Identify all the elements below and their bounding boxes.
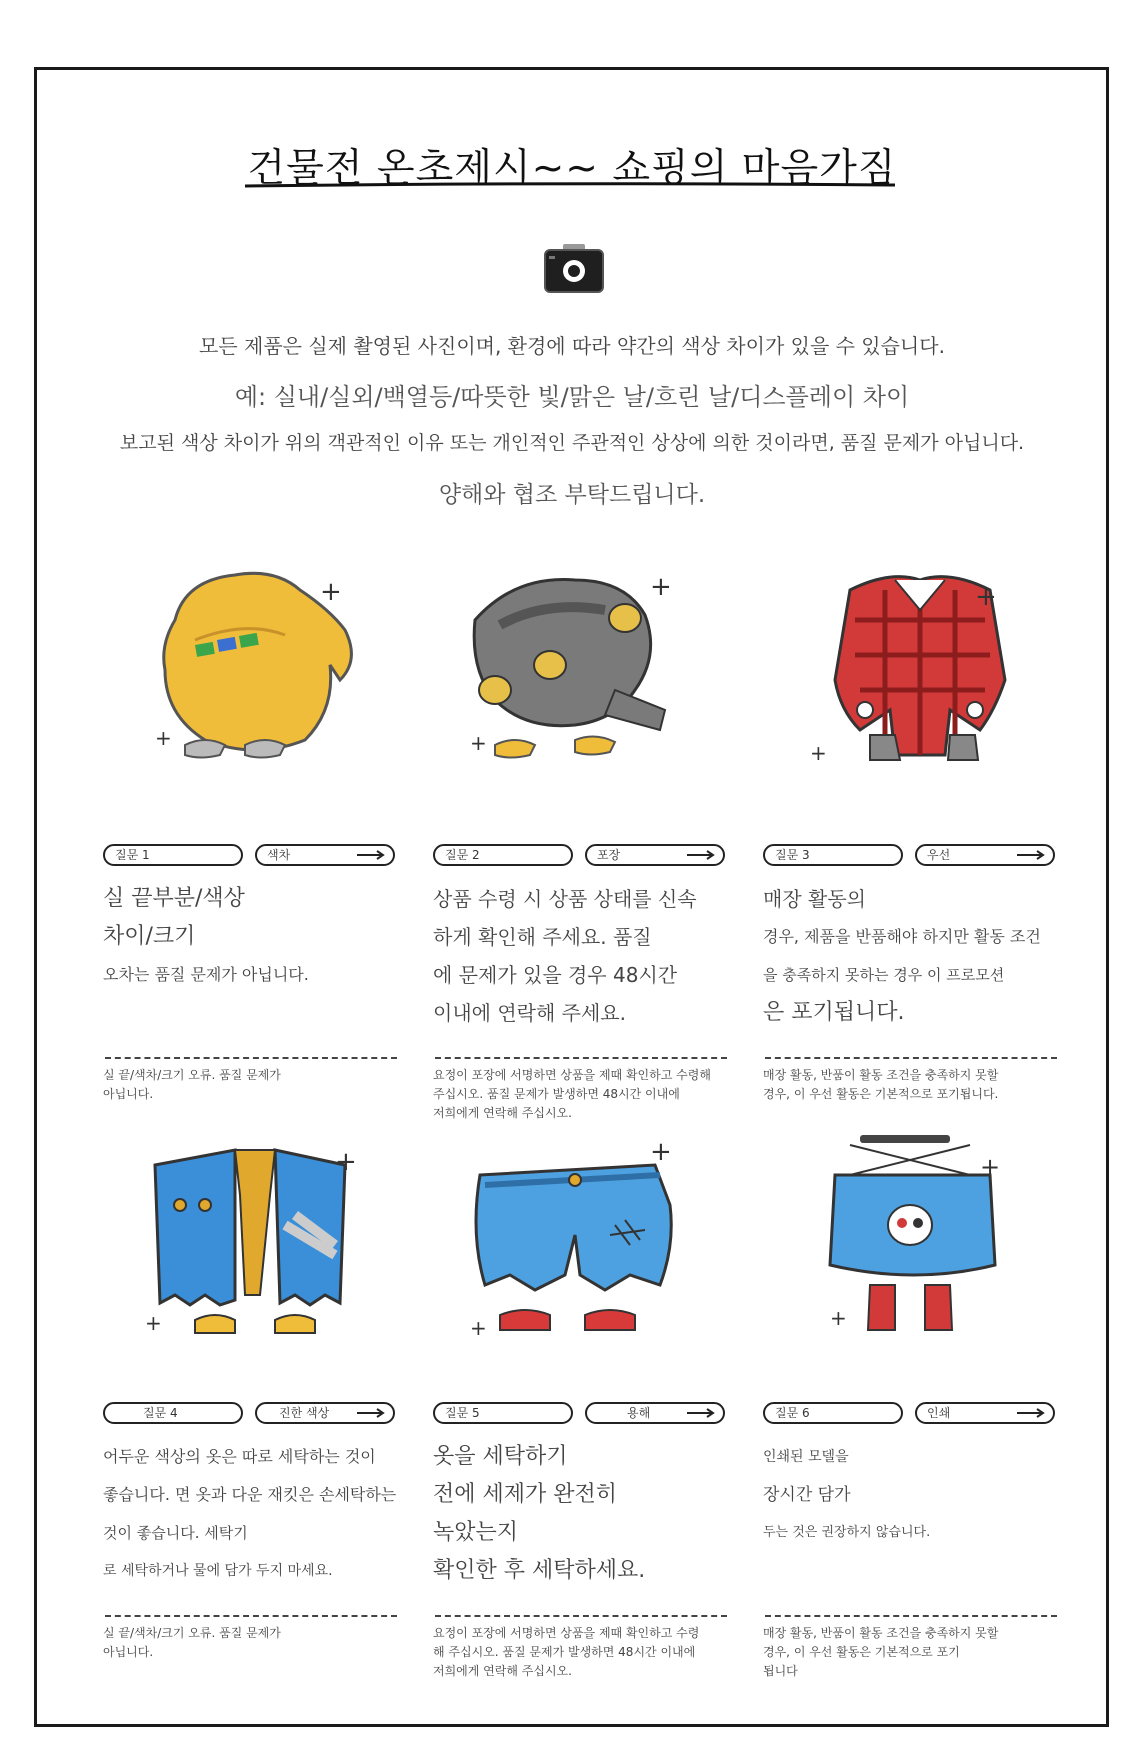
card-note-2: 요정이 포장에 서명하면 상품을 제때 확인하고 수령해 주십시오. 품질 문제가 발생하면 48시간 이내에 저희에게 연락해 주십시오. [433,1068,711,1120]
question-pill-3: 질문 3 [763,844,903,866]
tag-pill-2: 포장 [585,844,725,866]
denim-vest-illustration [135,1135,375,1365]
card-note-4: 실 끝/색차/크기 오류. 품질 문제가 아닙니다. [103,1626,281,1659]
card-divider-4 [105,1615,397,1617]
svg-text:+: + [980,1153,1001,1181]
card-heading-3: 매장 활동의 경우, 제품을 반품해야 하지만 활동 조건 을 충족하지 못하는 경우 이 프로모션 은 포기됩니다. [763,887,1041,1025]
question-pill-4: 질문 4 [103,1402,243,1424]
card-note-5: 요정이 포장에 서명하면 상품을 제때 확인하고 수령 해 주십시오. 품질 문제가 발생하면 48시간 이내에 저희에게 연락해 주십시오. [433,1626,700,1678]
arrow-right-icon [357,1408,385,1418]
yellow-sweater-illustration [135,560,375,790]
card-heading-2: 상품 수령 시 상품 상태를 신속 하게 확인해 주세요. 품질 에 문제가 있을 경우 48시간 이내에 연락해 주세요. [433,887,697,1025]
card-note-1: 실 끝/색차/크기 오류. 품질 문제가 아닙니다. [103,1068,281,1101]
arrow-right-icon [1017,850,1045,860]
camera-icon [543,244,605,294]
card-divider-5 [435,1615,727,1617]
intro-line-2: 예: 실내/실외/백열등/따뜻한 빛/맑은 날/흐린 날/디스플레이 차이 [234,383,910,411]
intro-line-4: 양해와 협조 부탁드립니다. [438,482,706,508]
tag-pill-6: 인쇄 [915,1402,1055,1424]
card-heading-4: 어두운 색상의 옷은 따로 세탁하는 것이 좋습니다. 면 옷과 다운 재킷은 손세탁하는 것이 좋습니다. 세탁기 로 세탁하거나 물에 담가 두지 마세요. [103,1447,397,1579]
svg-text:+: + [155,726,172,750]
title-underline [245,182,895,188]
question-pill-2: 질문 2 [433,844,573,866]
tag-pill-5: 용해 [585,1402,725,1424]
card-note-3: 매장 활동, 반품이 활동 조건을 충족하지 못할 경우, 이 우선 활동은 기본적으로 포기됩니다. [763,1068,999,1101]
svg-text:+: + [470,1316,487,1340]
svg-text:+: + [650,1137,672,1167]
question-pill-5: 질문 5 [433,1402,573,1424]
question-pill-1: 질문 1 [103,844,243,866]
svg-text:+: + [320,577,342,607]
svg-text:+: + [810,741,827,765]
page-title: 건물전 온초제시~~ 쇼핑의 마음가짐 [247,146,897,191]
svg-text:+: + [335,1147,357,1177]
svg-text:+: + [830,1306,847,1330]
tag-pill-3: 우선 [915,844,1055,866]
intro-line-1: 모든 제품은 실제 촬영된 사진이며, 환경에 따라 약간의 색상 차이가 있을 수 있습니다. [199,334,945,358]
card-note-6: 매장 활동, 반품이 활동 조건을 충족하지 못할 경우, 이 우선 활동은 기본적으로 포기 됩니다 [763,1626,999,1678]
card-divider-3 [765,1057,1057,1059]
arrow-right-icon [687,1408,715,1418]
svg-text:+: + [145,1311,162,1335]
svg-text:+: + [470,731,487,755]
intro-line-3: 보고된 색상 차이가 위의 객관적인 이유 또는 개인적인 주관적인 상상에 의한 것이라면, 품질 문제가 아닙니다. [119,432,1025,454]
svg-text:+: + [650,572,672,602]
gray-skull-scarf-illustration [455,560,695,790]
tag-pill-1: 색차 [255,844,395,866]
arrow-right-icon [357,850,385,860]
arrow-right-icon [687,850,715,860]
svg-text:+: + [975,582,997,612]
denim-shorts-illustration [455,1135,695,1365]
card-divider-2 [435,1057,727,1059]
card-divider-1 [105,1057,397,1059]
card-heading-5: 옷을 세탁하기 전에 세제가 완전히 녹았는지 확인한 후 세탁하세요. [433,1444,646,1583]
arrow-right-icon [1017,1408,1045,1418]
question-pill-6: 질문 6 [763,1402,903,1424]
skull-skirt-illustration [800,1135,1040,1365]
card-heading-1: 실 끝부분/색상 차이/크기 오차는 품질 문제가 아닙니다. [103,886,309,984]
red-plaid-shirt-illustration [800,560,1040,790]
card-heading-6: 인쇄된 모델을 장시간 담가 두는 것은 권장하지 않습니다. [763,1449,931,1540]
tag-pill-4: 진한 색상 [255,1402,395,1424]
card-divider-6 [765,1615,1057,1617]
